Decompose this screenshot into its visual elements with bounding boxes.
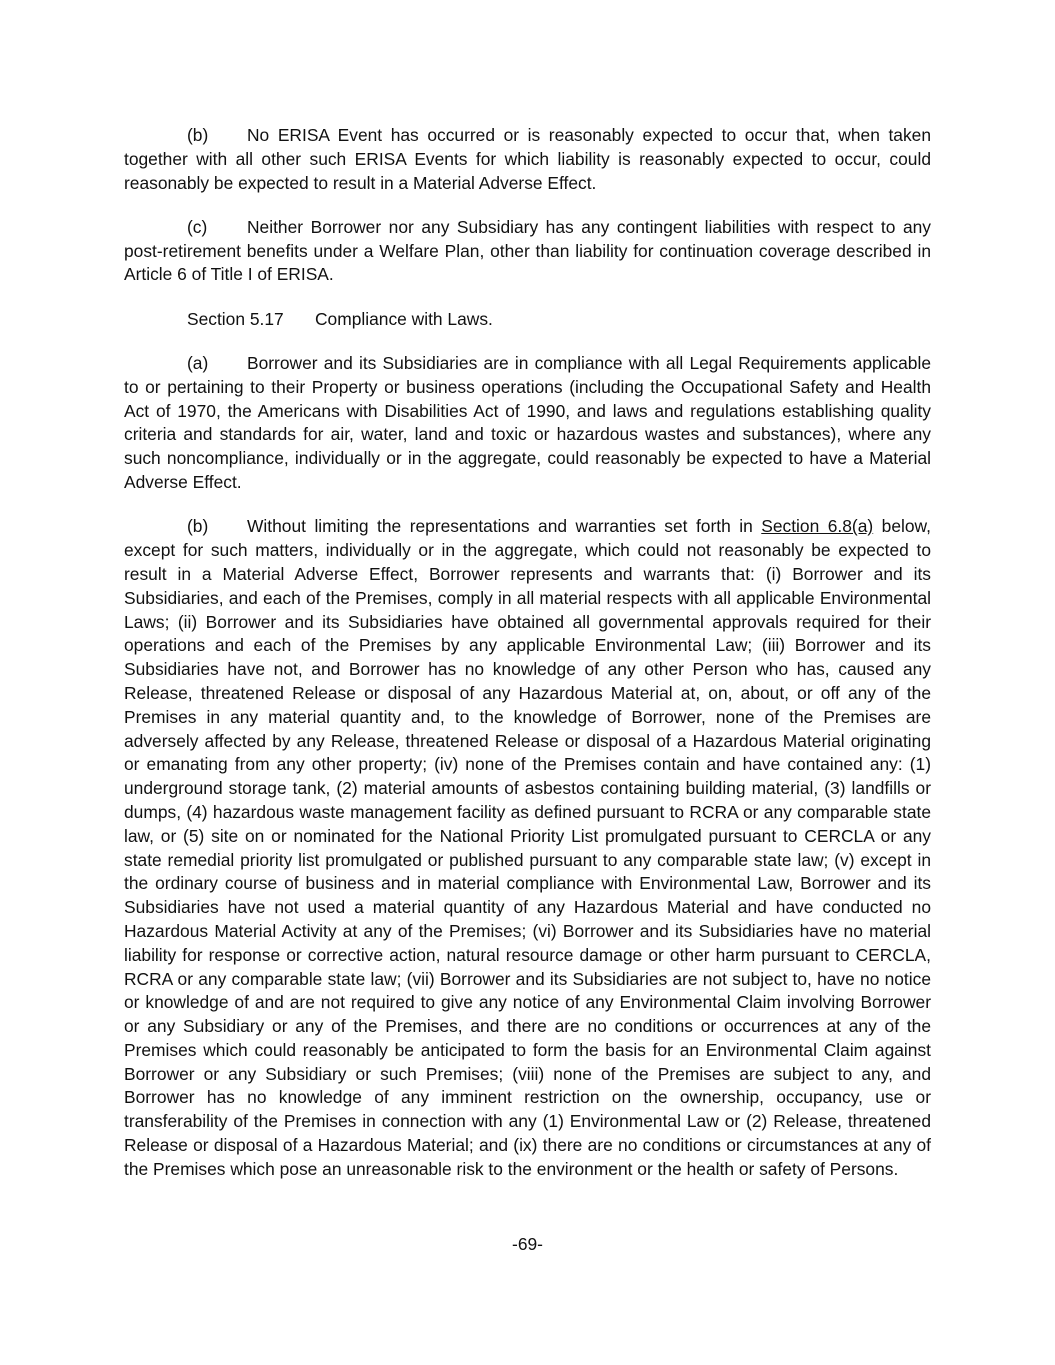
section-cross-reference: Section 6.8(a) xyxy=(761,516,874,537)
section-number: Section 5.17 xyxy=(187,308,284,329)
paragraph-text: Borrower and its Subsidiaries are in compliance with all Legal Requirements applicable to or pertaining to their Property or business operations (including the Occupational Safety and Health Act of 1970, the Americans with Disabilities Act of 1990, and laws and regulations establishing quality criteria and standards for air, water, land and toxic or hazardous wastes and substances), where any such noncompliance, individually or in the aggregate, could reasonably be expected to have a Material Adverse Effect. xyxy=(124,353,931,493)
paragraph-text-start: Without limiting the representations and warranties set forth in xyxy=(247,516,762,537)
paragraph-label: (b) xyxy=(187,516,209,537)
section-heading xyxy=(124,308,931,332)
paragraph-text: No ERISA Event has occurred or is reasonably expected to occur that, when taken together with all other such ERISA Events for which liability is reasonably expected to occur, could reasonably be expected to result in a Material Adverse Effect. xyxy=(124,125,931,193)
paragraph-label: (c) xyxy=(187,216,208,237)
paragraph-text-rest: below, except for such matters, individually or in the aggregate, which could not reasonably be expected to result in a Material Adverse Effect, Borrower represents and warrants that: (i) Borrower and its Subsidiaries, and each of the Premises, comply in all material respects with all applicable Environmental Laws; (ii) Borrower and its Subsidiaries have obtained all governmental approvals required for their operations and each of the Premises by any applicable Environmental Law; (iii) Borrower and its Subsidiaries have not, and Borrower has no knowledge of any other Person who has, caused any Release, threatened Release or disposal of any Hazardous Material at, on, about, or off any of the Premises in any material quantity and, to the knowledge of Borrower, none of the Premises are adversely affected by any Release, threatened Release or disposal of a Hazardous Material originating or emanating from any other property; (iv) none of the Premises contain and have contained any: (1) underground storage tank, (2) material amounts of asbestos containing building material, (3) landfills or dumps, (4) hazardous waste management facility as defined pursuant to RCRA or any comparable state law, or (5) site on or nominated for the National Priority List promulgated pursuant to CERCLA or any state remedial priority list promulgated or published pursuant to any comparable state law; (v) except in the ordinary course of business and in material compliance with Environmental Law, Borrower and its Subsidiaries have not used a material quantity of any Hazardous Material and have conducted no Hazardous Material Activity at any of the Premises; (vi) Borrower and its Subsidiaries have no material liability for response or corrective action, natural resource damage or other harm pursuant to CERCLA, RCRA or any comparable state law; (vii) Borrower and its Subsidiaries are not subject to, have no notice or knowledge of and are not required to give any notice of any Environmental Claim involving Borrower or any Subsidiary or any of the Premises, and there are no conditions or occurrences at any of the Premises which could reasonably be anticipated to form the basis for an Environmental Claim against Borrower or any Subsidiary or such Premises; (viii) none of the Premises are subject to any, and Borrower has no knowledge of any imminent restriction on the ownership, occupancy, use or transferability of the Premises in connection with any (1) Environmental Law or (2) Release, threatened Release or disposal of a Hazardous Material; and (ix) there are no conditions or circumstances at any of the Premises which pose an unreasonable risk to the environment or the health or safety of Persons. xyxy=(124,516,931,1179)
paragraph-text: Neither Borrower nor any Subsidiary has any contingent liabilities with respect to any post-retirement benefits under a Welfare Plan, other than liability for continuation coverage described in Article 6 of Title I of ERISA. xyxy=(124,216,931,285)
paragraph-label: (b) xyxy=(187,125,209,145)
page-number: -69- xyxy=(512,1234,543,1254)
paragraph-label: (a) xyxy=(187,353,209,374)
document-page xyxy=(124,124,931,1202)
section-title: Compliance with Laws. xyxy=(315,308,493,329)
paragraph-b-environmental xyxy=(124,515,931,1181)
paragraph-c-welfare-plan xyxy=(124,216,931,287)
paragraph-a-compliance xyxy=(124,352,931,495)
paragraph-b-erisa xyxy=(124,124,931,195)
